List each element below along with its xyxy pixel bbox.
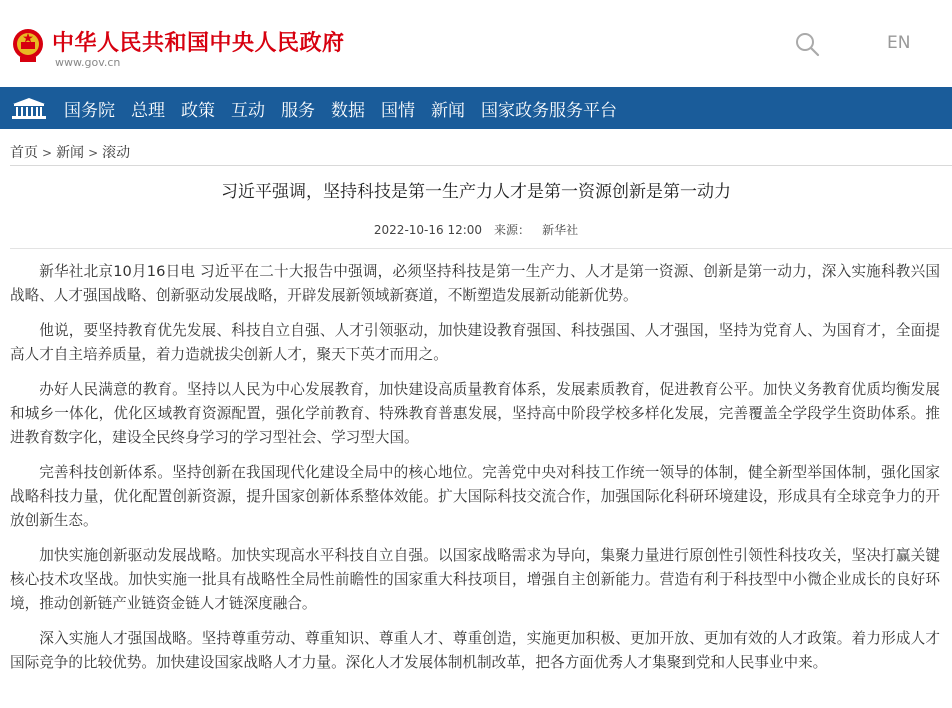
breadcrumb-separator: >: [42, 146, 53, 160]
nav-item-state-council[interactable]: 国务院: [64, 100, 115, 121]
breadcrumb-home[interactable]: 首页: [10, 145, 38, 161]
site-title[interactable]: 中华人民共和国中央人民政府: [52, 31, 345, 56]
article-paragraph: 新华社北京10月16日电 习近平在二十大报告中强调，必须坚持科技是第一生产力、人才是第一资源、创新是第一动力，深入实施科教兴国战略、人才强国战略、创新驱动发展战略，开辟发展新领域新赛道，不断塑造发展新动能新优势。: [10, 263, 940, 304]
nav-item-national-profile[interactable]: 国情: [381, 100, 415, 121]
article-paragraph: 加快实施创新驱动发展战略。加快实现高水平科技自立自强。以国家战略需求为导向，集聚力量进行原创性引领性科技攻关，坚决打赢关键核心技术攻坚战。加快实施一批具有战略性全局性前瞻性的国家重大科技项目，增强自主创新能力。营造有利于科技型中小微企业成长的良好环境，推动创新链产业链资金链人才链深度融合。: [10, 547, 940, 612]
article-source: 新华社: [542, 223, 579, 237]
divider: [10, 248, 952, 249]
nav-item-news[interactable]: 新闻: [431, 100, 465, 121]
article-title: 习近平强调，坚持科技是第一生产力人才是第一资源创新是第一动力: [221, 182, 731, 202]
nav-items: [64, 87, 633, 129]
nav-item-services[interactable]: 服务: [281, 100, 315, 121]
article-body: [10, 260, 940, 686]
search-icon[interactable]: [794, 31, 820, 57]
article-source-label: 来源：: [494, 223, 531, 237]
article-meta: [0, 221, 952, 238]
national-emblem-icon[interactable]: [12, 27, 44, 63]
article-paragraph: 他说，要坚持教育优先发展、科技自立自强、人才引领驱动，加快建设教育强国、科技强国、人才强国，坚持为党育人、为国育才，全面提高人才自主培养质量，着力造就拔尖创新人才，聚天下英才而用之。: [10, 322, 940, 363]
breadcrumb-news[interactable]: 新闻: [56, 145, 85, 161]
nav-item-policies[interactable]: 政策: [181, 100, 215, 121]
nav-item-data[interactable]: 数据: [331, 100, 365, 121]
breadcrumb: [10, 142, 130, 162]
article-datetime: 2022-10-16 12:00: [373, 223, 483, 237]
article-paragraph: 完善科技创新体系。坚持创新在我国现代化建设全局中的核心地位。完善党中央对科技工作统一领导的体制，健全新型举国体制，强化国家战略科技力量，优化配置创新资源，提升国家创新体系整体效能。扩大国际科技交流合作，加强国际化科研环境建设，形成具有全球竞争力的开放创新生态。: [10, 464, 940, 529]
nav-item-interaction[interactable]: 互动: [231, 100, 265, 121]
site-url: www.gov.cn: [55, 56, 121, 69]
breadcrumb-rolling[interactable]: 滚动: [102, 145, 131, 161]
nav-item-premier[interactable]: 总理: [131, 100, 165, 121]
english-language-link[interactable]: EN: [887, 33, 911, 53]
article-paragraph: 深入实施人才强国战略。坚持尊重劳动、尊重知识、尊重人才、尊重创造，实施更加积极、更加开放、更加有效的人才政策。着力形成人才国际竞争的比较优势。加快建设国家战略人才力量。深化人才发展体制机制改革，把各方面优秀人才集聚到党和人民事业中来。: [10, 630, 940, 671]
article-paragraph: 办好人民满意的教育。坚持以人民为中心发展教育，加快建设高质量教育体系，发展素质教育，促进教育公平。加快义务教育优质均衡发展和城乡一体化，优化区域教育资源配置，强化学前教育、特殊教育普惠发展，坚持高中阶段学校多样化发展，完善覆盖全学段学生资助体系。推进教育数字化，建设全民终身学习的学习型社会、学习型大国。: [10, 381, 940, 446]
main-nav: [0, 87, 952, 129]
breadcrumb-separator: >: [88, 146, 99, 160]
divider: [10, 165, 952, 166]
nav-item-gov-service-platform[interactable]: 国家政务服务平台: [481, 100, 617, 121]
great-hall-icon[interactable]: [10, 95, 48, 121]
site-header: [0, 0, 952, 87]
